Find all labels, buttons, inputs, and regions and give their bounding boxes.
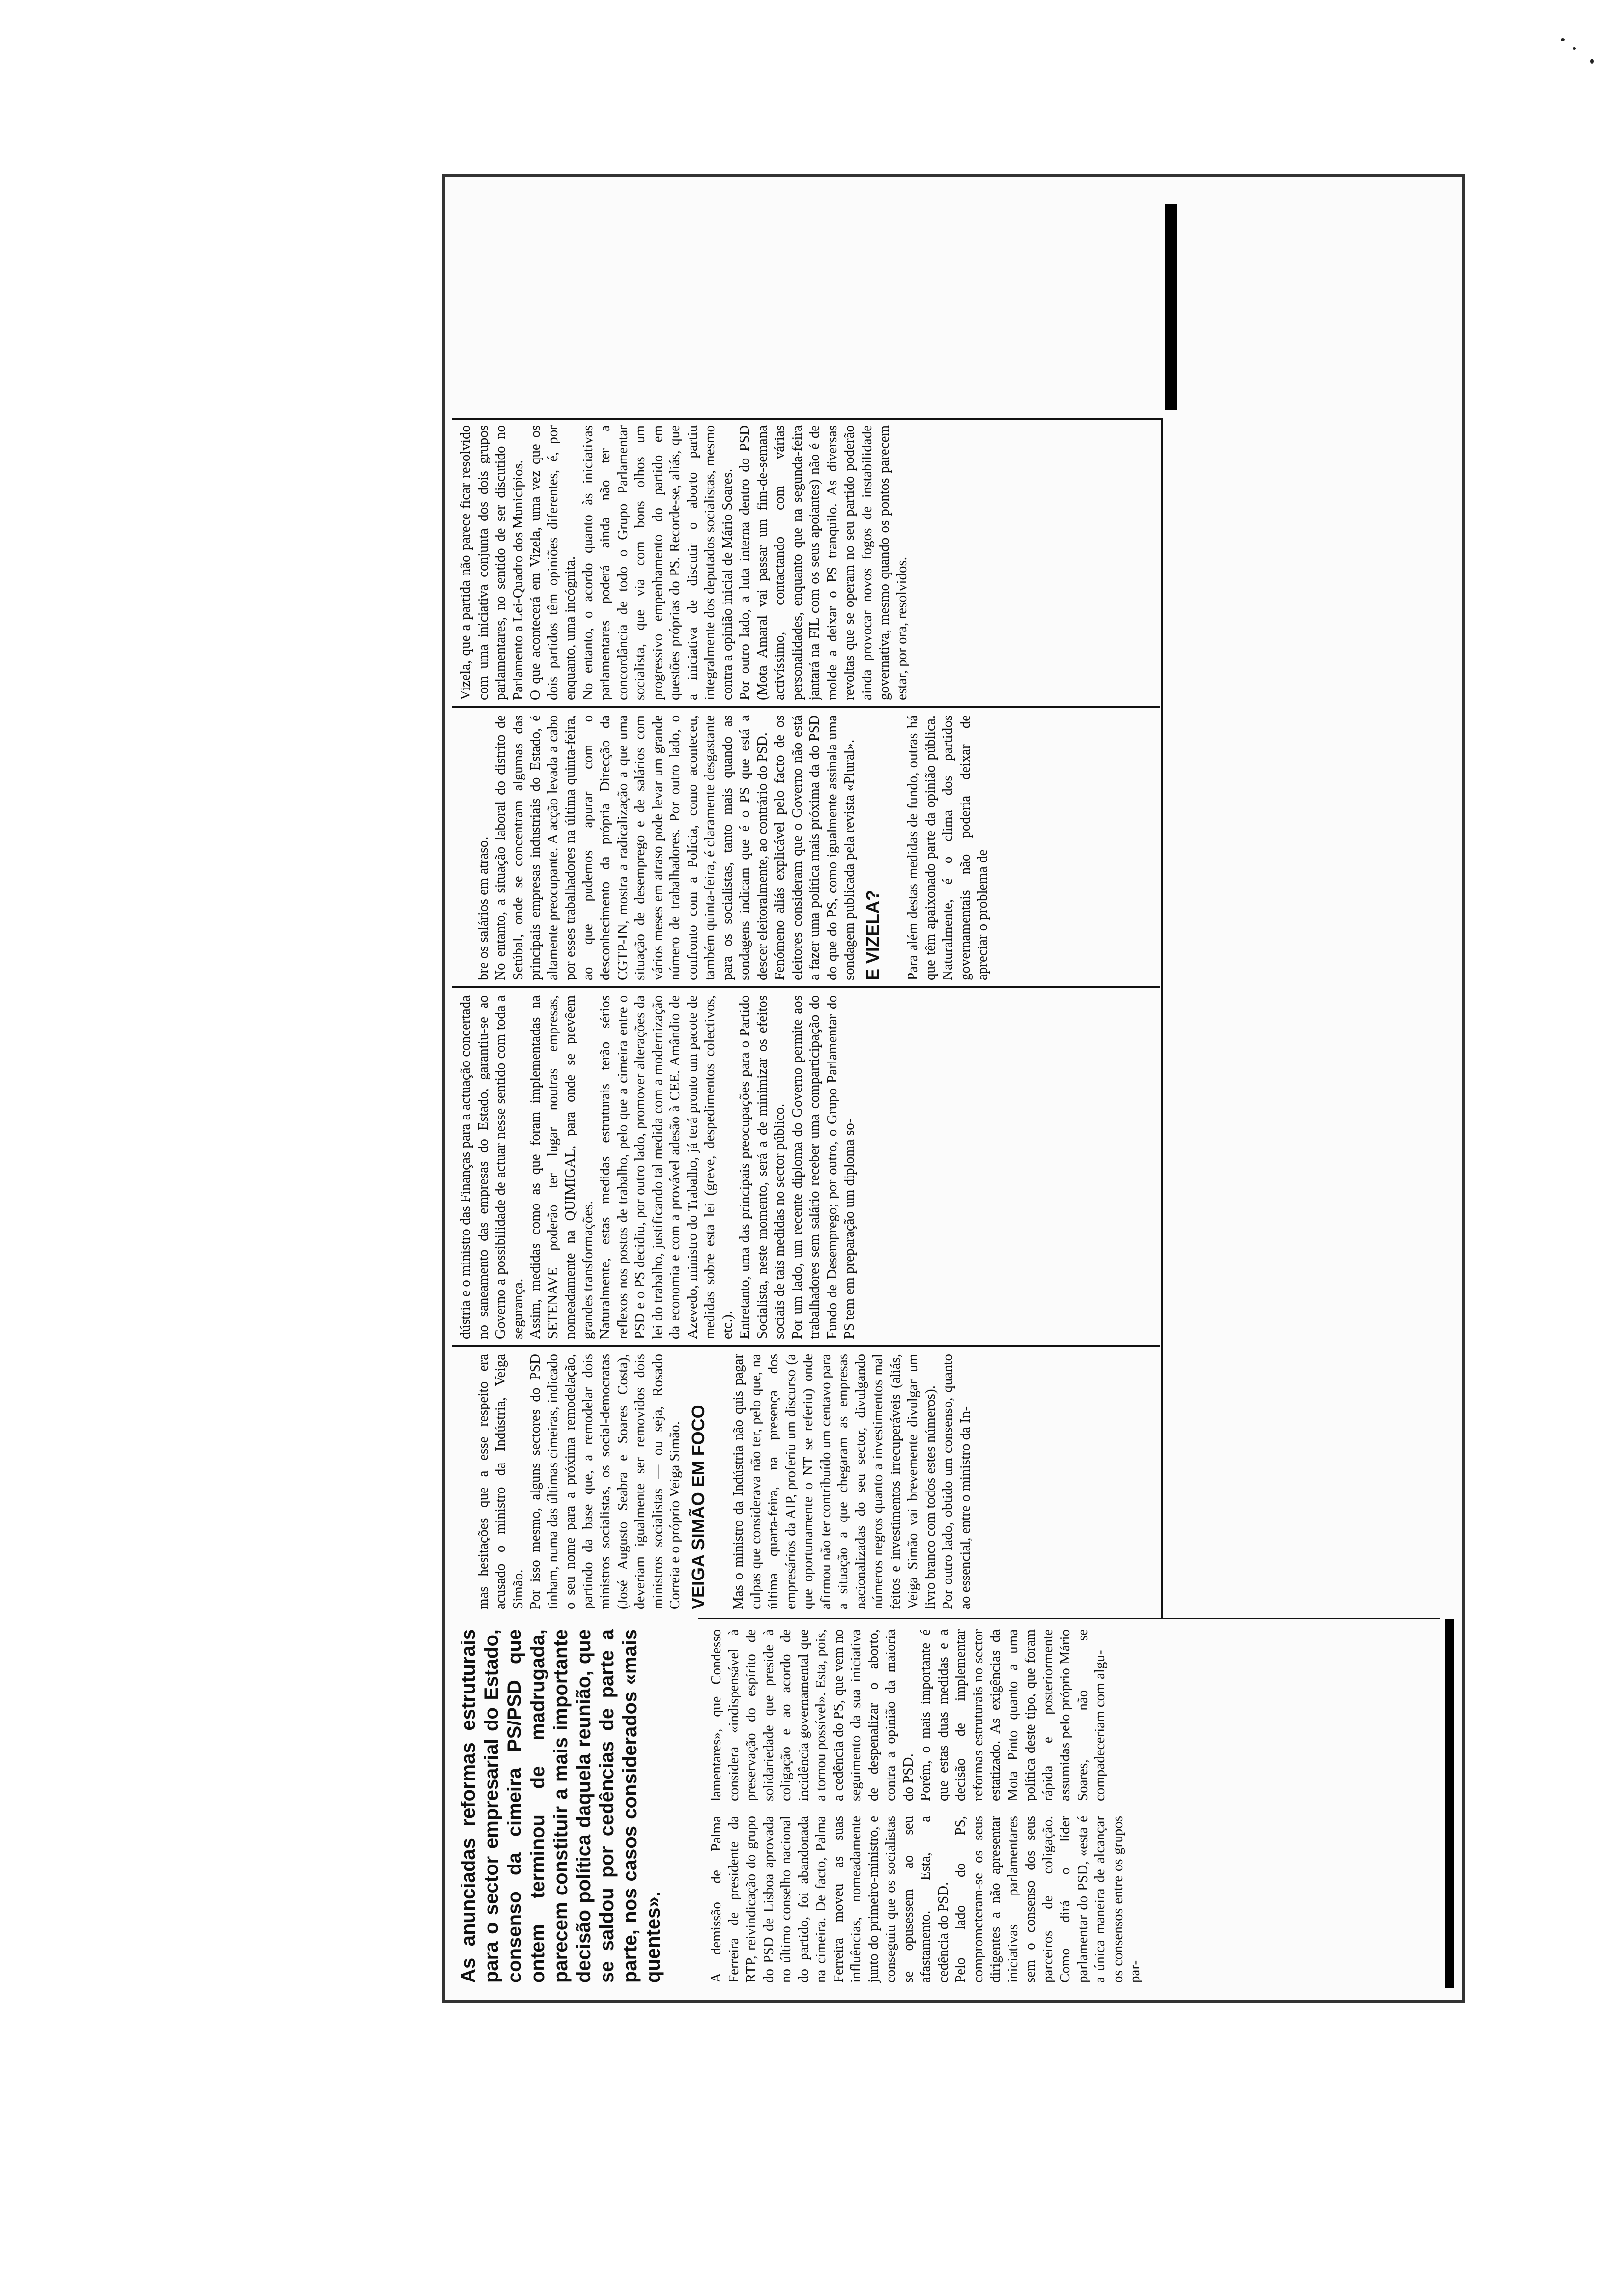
column-3-continued-text: Mas o ministro da Indústria não quis pagar culpas que considerava não ter, pelo que, na última quarta-feira, na presença dos empresários da AIP, proferiu um discurso (a que oportunamente o NT se referiu) onde afirmou não ter contribuído um centavo para a situação a que chegaram as empresas nacionalizadas do seu sector, divulgando números negros quanto a investimentos mal feitos e investimentos irrecuperáveis (aliás, Veiga Simão vai brevemente divulgar um livro branco com todos estes números). Por outro lado, obtido um consenso, quanto ao essencial, entre o ministro da In- (730, 1354, 973, 1609)
column-divider (452, 706, 1160, 708)
column-divider (452, 986, 1160, 988)
article-column-5 (457, 715, 1160, 980)
article-column-2: lamentares», que Condesso considera «indispensável à preservação do espírito de solidariedade que preside à coligação e ao acordo de incidência governamental que a tornou possível». Esta, pois, a cedência do PS, que vem no seguimento da sua iniciativa de despenalizar o aborto, contra a opinião da maioria do PSD. Porém, o mais importante é que estas duas medidas e a decisão de implementar reformas estruturais no sector estatizado. As exigências da Mota Pinto quanto a uma política deste tipo, que foram rápida e posteriormente assumidas pelo próprio Mário Soares, não se compadeceriam com algu- (708, 1629, 1108, 1801)
article-column-1: A demissão de Palma Ferreira de presidente da RTP, reivindicação do grupo do PSD de Lisboa aprovada no último conselho nacional do partido, foi abandonada na cimeira. De facto, Palma Ferreira moveu as suas influências, nomeadamente junto do primeiro-ministro, e conseguiu que os socialistas se opusessem ao seu afastamento. Esta, a cedência do PSD. Pelo lado do PS, comprometeram-se os seus dirigentes a não apresentar iniciativas parlamentares sem o consenso dos seus parceiros de coligação. Como dirá o líder parlamentar do PSD, «esta é a única maneira de alcançar os consensos entre os grupos par- (708, 1816, 1143, 1983)
scan-speck (1561, 38, 1565, 41)
newspaper-clipping-frame (432, 162, 1474, 2015)
article-column-4: dústria e o ministro das Finanças para a actuação concertada no saneamento das empresas do Estado, garantiu-se ao Governo a possibilidade de actuar nesse sentido com toda a segurança. Assim, medidas como as que foram implementadas na SETENAVE poderão ter lugar noutras empresas, nomeadamente na QUIMIGAL, para onde se prevêem grandes transformações. Naturalmente, estas medidas estruturais terão sérios reflexos nos postos de trabalho, pelo que a cimeira entre o PSD e o PS decidiu, por outro lado, promover alterações da lei do trabalho, justificando tal medida com a modernização da economia e com a provável adesão à CEE. Amândio de Azevedo, ministro do Trabalho, já terá pronto um pacote de medidas sobre esta lei (greve, despedimentos colectivos, etc.). Entretanto, uma das principais preocupações para o Partido Socialista, neste momento, será a de minimizar os efeitos sociais de tais medidas no sector público. Por um lado, um recente diploma do Governo permite aos trabalhadores sem salário receber uma comparticipação do Fundo de Desemprego; por outro, o Grupo Parlamentar do PS tem em preparação um diploma so- (458, 995, 857, 1339)
column-5-continued-text: Para além destas medidas de fundo, outras há que têm apaixonado parte da opinião pública. Naturalmente, é o clima dos partidos governamentais não poderia deixar de apreciar o problema de (905, 715, 990, 980)
subheading-vizela: E VIZELA? (862, 890, 883, 980)
column-3-text: mas hesitações que a esse respeito era acusado o ministro da Indústria, Veiga Simão. Por isso mesmo, alguns sectores do PSD tinham, numa das últimas cimeiras, indicado o seu nome para a próxima remodelação, partindo da base que, a remodelar dois ministros socialistas, os social-democratas (José Augusto Seabra e Soares Costa), deveriam igualmente ser removidos dois ministros socialistas — ou seja, Rosado Correia e o próprio Veiga Simão. (475, 1354, 683, 1609)
subheading-veiga-simao: VEIGA SIMÃO EM FOCO (688, 1405, 708, 1609)
article-column-6: Vizela, que a partida não parece ficar resolvido com uma iniciativa conjunta dos dois grupos parlamentares, no sentido de ser discutido no Parlamento a Lei-Quadro dos Municípios. O que acontecerá em Vizela, uma vez que os dois partidos têm opiniões diferentes, é, por enquanto, uma incógnita. No entanto, o acordo quanto às iniciativas parlamentares poderá ainda não ter a concordância de todo o Grupo Parlamentar socialista, que via com bons olhos um progressivo empenhamento do partido em questões próprias do PS. Recorde-se, aliás, que a iniciativa de discutir o aborto partiu integralmente dos deputados socialistas, mesmo contra a opinião inicial de Mário Soares. Por outro lado, a luta interna dentro do PSD (Mota Amaral vai passar um fim-de-semana activíssimo, contactando com várias personalidades, enquanto que na segunda-feira jantará na FIL com os seus apoiantes) não é de molde a deixar o PS tranquilo. As diversas revoltas que se operam no seu partido poderão ainda provocar novos fogos de instabilidade governativa, mesmo quando os pontos parecem estar, por ora, resolvidos. (458, 425, 910, 700)
scan-speck (1573, 47, 1576, 50)
column-5-text: bre os salários em atraso. No entanto, a situação laboral do distrito de Setúbal, onde se concentram algumas das principais empresas industriais do Estado, é altamente preocupante. A acção levada a cabo por esses trabalhadores na última quinta-feira, ao que pudemos apurar com o desconhecimento da própria Direcção da CGTP-IN, mostra a radicalização a que uma situação de desemprego e de salários com vários meses em atraso pode levar um grande número de trabalhadores. Por outro lado, o confronto com a Polícia, como aconteceu, também quinta-feira, é claramente desgastante para os socialistas, tanto mais quando as sondagens indicam que é o PS que está a descer eleitoralmente, ao contrário do PSD. Fenómeno aliás explicável pelo facto de os eleitores consideram que o Governo não está a fazer uma política mais próxima da do PSD do que do PS, como igualmente assinala uma sondagem publicada pela revista «Plural». (475, 715, 857, 980)
column-end-bar (1445, 1619, 1454, 1988)
article-lead: As anunciadas reformas estruturais para o sector empresarial do Estado, consenso da cimeira PS/PSD que ontem terminou de madrugada, parecem constituir a mais importante decisão política daquela reunião, que se saldou por cedências de parte a parte, nos casos considerados «mais quentes». (458, 1629, 664, 1983)
horizontal-divider (1161, 420, 1163, 1619)
newspaper-clipping (442, 174, 1465, 2003)
column-end-bar (1165, 204, 1177, 410)
column-divider (452, 418, 1163, 420)
column-divider (698, 1618, 1440, 1619)
column-divider (452, 1345, 1160, 1347)
article-column-3 (457, 1354, 1160, 1609)
scan-speck (1590, 59, 1594, 64)
